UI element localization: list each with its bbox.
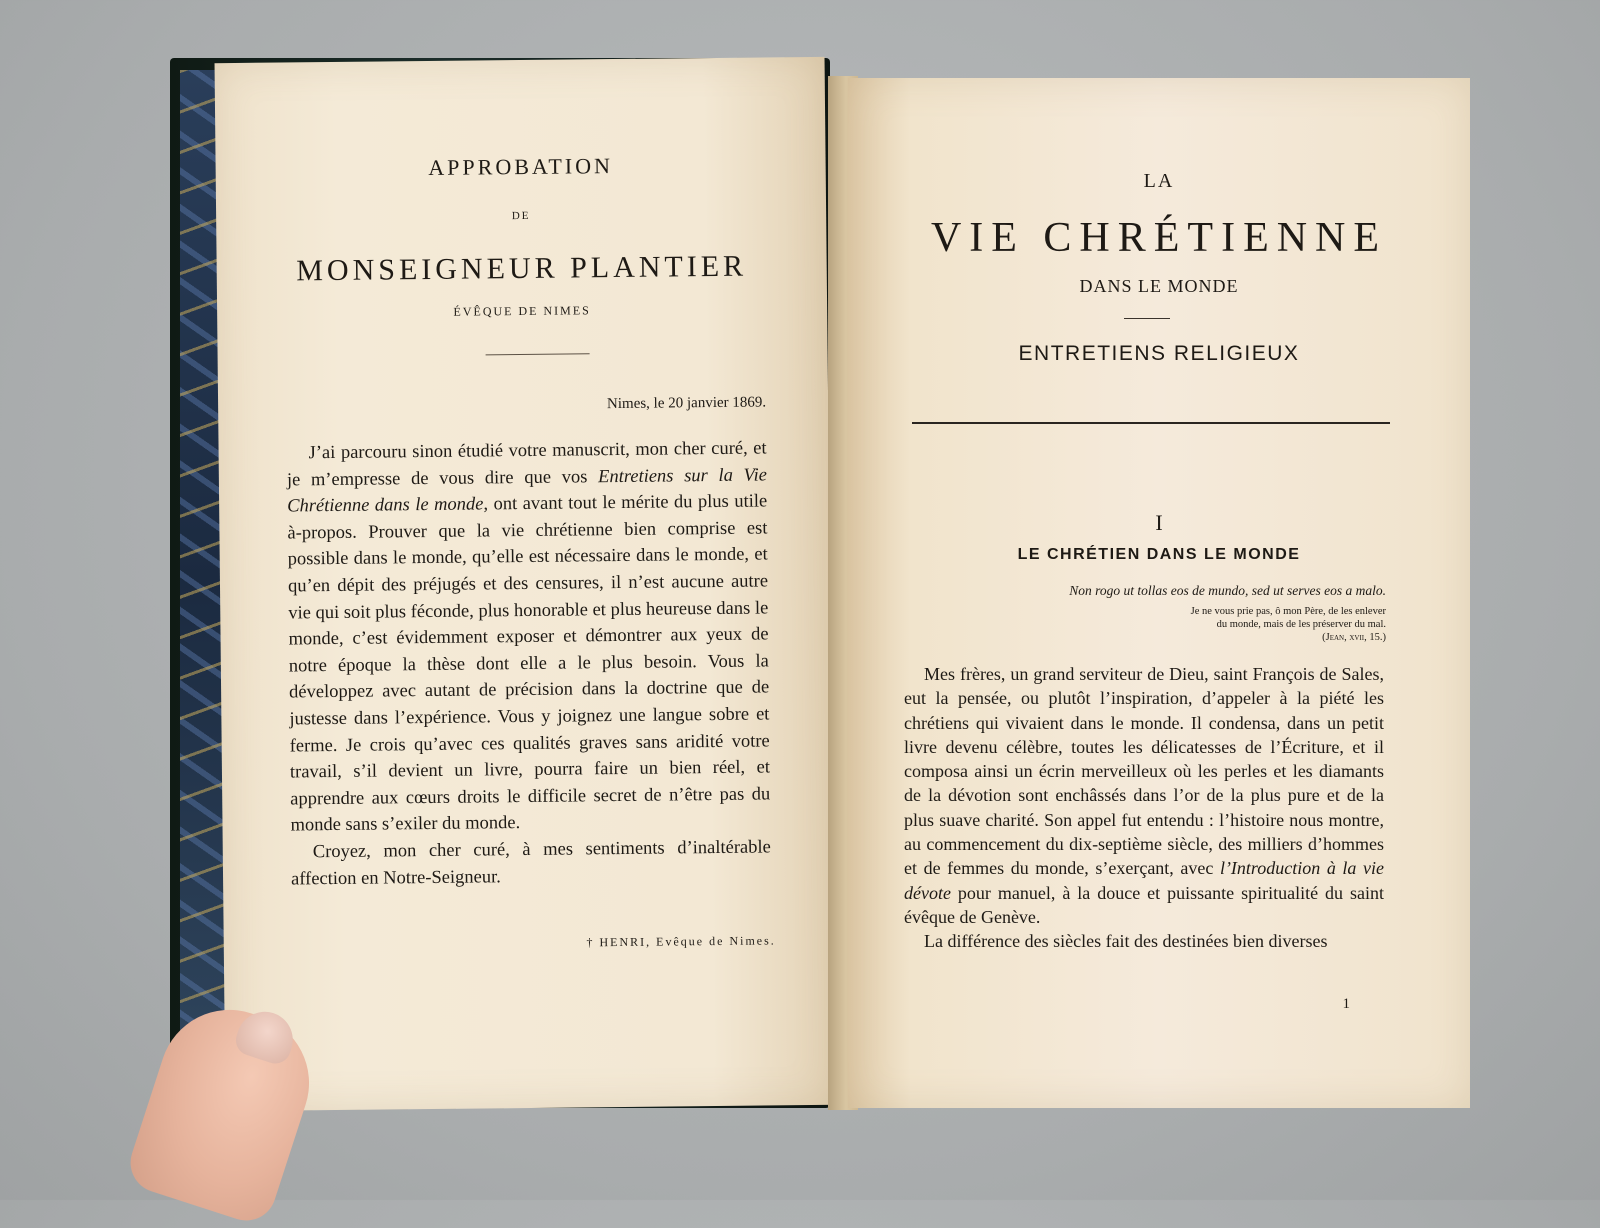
title-la: LA bbox=[1143, 170, 1175, 192]
chapter-body bbox=[904, 662, 1384, 954]
book-subtitle: DANS LE MONDE bbox=[1079, 276, 1239, 296]
bishop-title: ÉVÊQUE DE NIMES bbox=[453, 303, 591, 319]
translation-line-1: Je ne vous prie pas, ô mon Père, de les enlever bbox=[1190, 606, 1386, 617]
chapter-paragraph-2: La différence des siècles fait des destinées bien diverses bbox=[924, 931, 1328, 952]
translation-line-2: du monde, mais de les préserver du mal. bbox=[1216, 619, 1386, 630]
letter-p1-end: , ont avant tout le mérite du plus utile à-propos. Prouver que la vie chrétienne bien comprise est possible dans le monde, qu’elle est nécessaire dans le monde, et qu’en dépit des préjugés et des censures, il n’est aucune autre vie qui soit plus féconde, plus honorable et plus heureuse dans le monde, c’est évidemment exposer et démontrer aux yeux de notre époque la thèse dont elle a le plus besoin. Vous la développez avec autant de précision dans la doctrine que de justesse dans l’expérience. Vous y joignez une langue sobre et ferme. Je crois qu’avec ces qualités graves sans aridité votre travail, s’il devient un livre, pourra faire un bien réel, et apprendre aux cœurs droits le difficile secret de n’être pas du monde sans s’exiler du monde. bbox=[287, 491, 771, 836]
book-title: VIE CHRÉTIENNE bbox=[930, 215, 1388, 261]
letter-paragraph-2: Croyez, mon cher curé, à mes sentiments d’inaltérable affection en Notre-Seigneur. bbox=[290, 837, 771, 889]
letter-p1-italic: Entretiens sur la Vie Chrétienne dans le monde bbox=[287, 465, 767, 517]
letter-p1-start: J’ai parcouru sinon étudié votre manuscrit, mon cher curé, et je m’empresse de vous dire que vos bbox=[286, 438, 767, 491]
epigraph-reference: (Jean, xvii, 15.) bbox=[1322, 632, 1386, 643]
chapter-title: LE CHRÉTIEN DANS LE MONDE bbox=[1017, 546, 1301, 563]
chapter-p1-italic: l’Introduction à la vie dévote bbox=[904, 858, 1384, 903]
chapter-p1-end: pour manuel, à la douce et puissante spiritualité du saint évêque de Genève. bbox=[904, 882, 1384, 927]
letter-date: Nimes, le 20 janvier 1869. bbox=[606, 394, 767, 413]
left-page bbox=[215, 57, 836, 1111]
right-page bbox=[848, 78, 1470, 1108]
chapter-paragraph-1 bbox=[904, 662, 1384, 929]
letter-paragraph-1 bbox=[286, 435, 770, 839]
chapter-number: I bbox=[1155, 510, 1163, 535]
chapter-p1-start: Mes frères, un grand serviteur de Dieu, saint François de Sales, eut la pensée, ou plutôt l’inspiration, d’appeler à la piété les chrétiens qui vivaient dans le monde. Il condensa, dans un petit livre devenu célèbre, toutes les délicatesses de l’Écriture, et il composa ainsi un écrin merveilleux où les perles et les diamants de la dévotion sont enchâssés dans l’or de la plus pure et de la plus suave charité. Son appel fut entendu : l’histoire nous montre, au commencement du dix-septième siècle, des milliers d’hommes et de femmes du monde, s’exerçant, avec bbox=[904, 664, 1384, 879]
page-number: 1 bbox=[1342, 996, 1350, 1012]
bishop-name: MONSEIGNEUR PLANTIER bbox=[296, 249, 748, 288]
divider bbox=[486, 353, 590, 355]
signature: † HENRI, Evêque de Nimes. bbox=[586, 933, 776, 950]
epigraph-translation bbox=[1191, 605, 1386, 644]
short-divider bbox=[1124, 318, 1170, 319]
epigraph: Non rogo ut tollas eos de mundo, sed ut serves eos a malo. bbox=[1069, 583, 1386, 598]
letter-body bbox=[286, 435, 771, 892]
section-title: ENTRETIENS RELIGIEUX bbox=[1018, 342, 1300, 365]
approbation-de: DE bbox=[511, 209, 531, 223]
approbation-title: APPROBATION bbox=[428, 153, 614, 180]
long-divider bbox=[912, 422, 1390, 424]
